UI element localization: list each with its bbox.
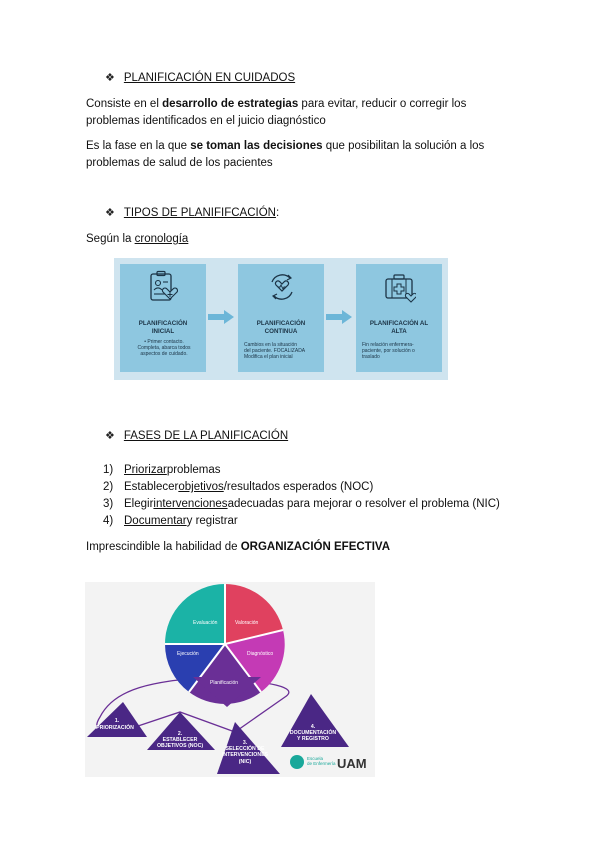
step-number: 4. bbox=[310, 724, 316, 730]
school-logo-text: de Enfermería bbox=[307, 761, 336, 766]
medical-suitcase-icon bbox=[384, 270, 416, 304]
plan-title: PLANIFICACIÓN AL ALTA bbox=[369, 320, 429, 335]
plan-desc: • Primer contacto. Completa, abarca todos aspectos de cuidado. bbox=[137, 339, 191, 358]
plan-box-inicial bbox=[120, 264, 206, 372]
plan-box-alta bbox=[356, 264, 442, 372]
segment-label: Planificación bbox=[210, 680, 239, 686]
step-number: 3. bbox=[242, 740, 248, 746]
segment-label: Evaluación bbox=[193, 620, 218, 626]
segment-label: Valoración bbox=[235, 620, 259, 626]
step-label: PRIORIZACIÓN bbox=[96, 725, 134, 731]
segment-evaluacion bbox=[165, 584, 225, 644]
step-label: (NIC) bbox=[238, 759, 252, 765]
uam-logo: UAM bbox=[337, 756, 367, 771]
section-heading-fases: ❖ FASES DE LA PLANIFICACIÓN bbox=[105, 429, 289, 442]
paragraph-definition: Consiste en el desarrollo de estrategias para evitar, reducir o corregir los problemas identificados en el juicio diagnóstico bbox=[86, 98, 467, 127]
paragraph-decisions: Es la fase en la que se toman las decisiones que posibilitan la solución a los problemas de salud de los pacientes bbox=[86, 140, 485, 169]
diamond-bullet-icon: ❖ bbox=[105, 72, 115, 84]
step-number: 1. bbox=[114, 718, 120, 724]
school-logo-icon bbox=[290, 755, 304, 769]
list-item: 3) Elegir intervenciones adecuadas para mejorar o resolver el problema (NIC) bbox=[103, 498, 500, 510]
plan-title: PLANIFICACIÓN CONTINUA bbox=[256, 320, 306, 335]
step-label: DOCUMENTACIÓN bbox=[289, 730, 337, 736]
diamond-bullet-icon: ❖ bbox=[105, 207, 115, 219]
section-heading-cuidados: ❖ PLANIFICACIÓN EN CUIDADOS bbox=[105, 71, 296, 84]
cronologia-line: Según la cronología bbox=[86, 233, 189, 245]
list-item: 4) Documentar y registrar bbox=[103, 515, 238, 527]
list-item: 1) Priorizar problemas bbox=[103, 464, 221, 476]
plan-desc: Cambios en la situación del paciente. FOCALIZADA Modifica el plan inicial bbox=[244, 342, 306, 361]
plan-box-continua bbox=[238, 264, 324, 372]
clipboard-heart-icon bbox=[148, 270, 180, 304]
segment-label: Diagnóstico bbox=[247, 651, 274, 657]
step-label: ESTABLECER bbox=[162, 737, 198, 743]
list-item: 2) Establecer objetivos /resultados esperados (NOC) bbox=[103, 481, 374, 493]
planning-types-figure bbox=[114, 258, 448, 380]
step-label: OBJETIVOS (NOC) bbox=[156, 743, 204, 749]
diamond-bullet-icon: ❖ bbox=[105, 430, 115, 442]
right-arrow-icon bbox=[208, 310, 234, 324]
segment-label: Ejecución bbox=[177, 651, 199, 657]
step-label: SELECCIÓN DE bbox=[225, 746, 265, 752]
section-heading-tipos: ❖ TIPOS DE PLANIFIFCACIÓN : bbox=[105, 206, 280, 219]
right-arrow-icon bbox=[326, 310, 352, 324]
phases-list bbox=[103, 462, 500, 530]
step-number: 2. bbox=[177, 731, 183, 737]
school-logo-text: Escuela bbox=[307, 756, 324, 761]
nursing-process-diagram bbox=[85, 582, 375, 777]
step-label: Y REGISTRO bbox=[297, 736, 329, 742]
step-label: INTERVENCIONES bbox=[221, 752, 269, 758]
plan-desc: Fin relación enfermera- paciente, por solución o traslado bbox=[362, 342, 415, 361]
organization-line: Imprescindible la habilidad de ORGANIZACIÓN EFECTIVA bbox=[86, 541, 391, 553]
plan-title: PLANIFICACIÓN INICIAL bbox=[138, 320, 188, 335]
cycle-heart-icon bbox=[266, 270, 298, 304]
